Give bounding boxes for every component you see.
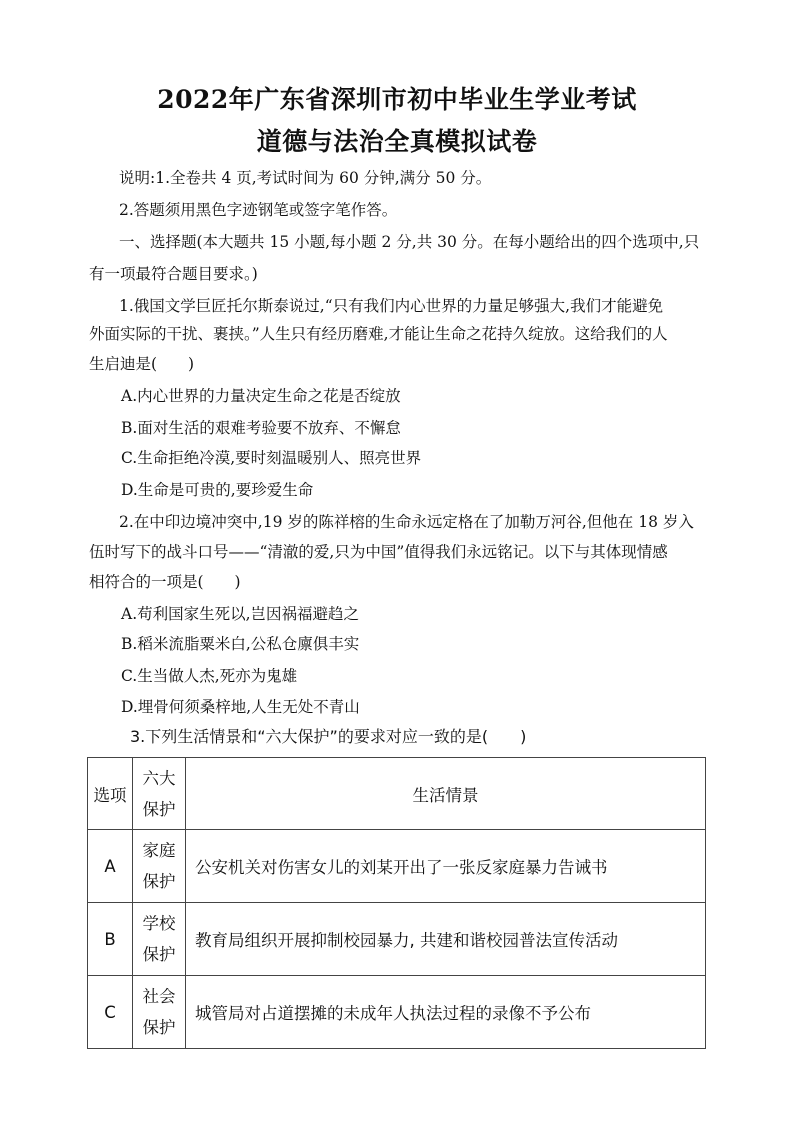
question-1-stem: 1.俄国文学巨匠托尔斯泰说过,“只有我们内心世界的力量足够强大,我们才能避免 <box>119 297 664 315</box>
header-protection-line2: 保护 <box>142 799 176 819</box>
question-1-stem-cont: 外面实际的干扰、裹挟。”人生只有经历磨难,才能让生命之花持久绽放。这给我们的人 <box>89 325 668 343</box>
question-2-stem-cont: 伍时写下的战斗口号——“清澈的爱,只为中国”值得我们永远铭记。以下与其体现情感 <box>89 543 668 561</box>
row-option: B <box>88 903 133 976</box>
header-option: 选项 <box>88 758 133 830</box>
row-protection <box>133 830 186 903</box>
question-3-stem: 3.下列生活情景和“六大保护”的要求对应一致的是( ) <box>130 727 527 746</box>
row-option: A <box>88 830 133 903</box>
row-protection-line2: 保护 <box>142 872 176 891</box>
row-scene: 城管局对占道摆摊的未成年人执法过程的录像不予公布 <box>186 976 706 1049</box>
row-protection-line2: 保护 <box>142 1018 176 1037</box>
header-protection <box>133 758 186 830</box>
row-protection-line2: 保护 <box>142 945 176 964</box>
question-2-option-a: A.苟利国家生死以,岂因祸福避趋之 <box>121 605 360 623</box>
row-scene: 教育局组织开展抑制校园暴力, 共建和谐校园普法宣传活动 <box>186 903 706 976</box>
question-2-option-d: D.埋骨何须桑梓地,人生无处不青山 <box>121 698 360 716</box>
instruction-note-1: 说明:1.全卷共 4 页,考试时间为 60 分钟,满分 50 分。 <box>119 169 492 187</box>
instruction-note-2: 2.答题须用黑色字迹钢笔或签字笔作答。 <box>119 201 398 219</box>
question-1-stem-end: 生启迪是( ) <box>89 355 195 373</box>
row-protection-line1: 社会 <box>142 987 176 1006</box>
table-header-row <box>88 758 706 830</box>
section-heading-cont: 有一项最符合题目要求。) <box>89 265 258 283</box>
table-row <box>88 903 706 976</box>
question-2-stem-end: 相符合的一项是( ) <box>89 573 241 591</box>
row-protection-line1: 学校 <box>142 914 176 933</box>
question-1-option-d: D.生命是可贵的,要珍爱生命 <box>121 481 314 499</box>
table-row <box>88 976 706 1049</box>
table-row <box>88 830 706 903</box>
question-1-option-c: C.生命拒绝冷漠,要时刻温暖别人、照亮世界 <box>121 449 422 467</box>
question-2-option-b: B.稻米流脂粟米白,公私仓廪俱丰实 <box>121 635 360 653</box>
row-protection <box>133 903 186 976</box>
section-heading: 一、选择题(本大题共 15 小题,每小题 2 分,共 30 分。在每小题给出的四个选项中,只 <box>119 233 700 251</box>
question-1-option-a: A.内心世界的力量决定生命之花是否绽放 <box>121 387 401 405</box>
question-2-stem: 2.在中印边境冲突中,19 岁的陈祥榕的生命永远定格在了加勒万河谷,但他在 18 岁入 <box>119 513 694 531</box>
row-option: C <box>88 976 133 1049</box>
header-scene: 生活情景 <box>186 758 706 830</box>
header-protection-line1: 六大 <box>142 768 176 788</box>
exam-title: 2022年广东省深圳市初中毕业生学业考试 <box>157 85 637 114</box>
row-protection <box>133 976 186 1049</box>
question-2-option-c: C.生当做人杰,死亦为鬼雄 <box>121 667 298 685</box>
row-protection-line1: 家庭 <box>142 841 176 860</box>
row-scene: 公安机关对伤害女儿的刘某开出了一张反家庭暴力告诫书 <box>186 830 706 903</box>
exam-subtitle: 道德与法治全真模拟试卷 <box>256 127 538 156</box>
question-1-option-b: B.面对生活的艰难考验要不放弃、不懈怠 <box>121 419 401 437</box>
scenario-table <box>87 757 706 1049</box>
